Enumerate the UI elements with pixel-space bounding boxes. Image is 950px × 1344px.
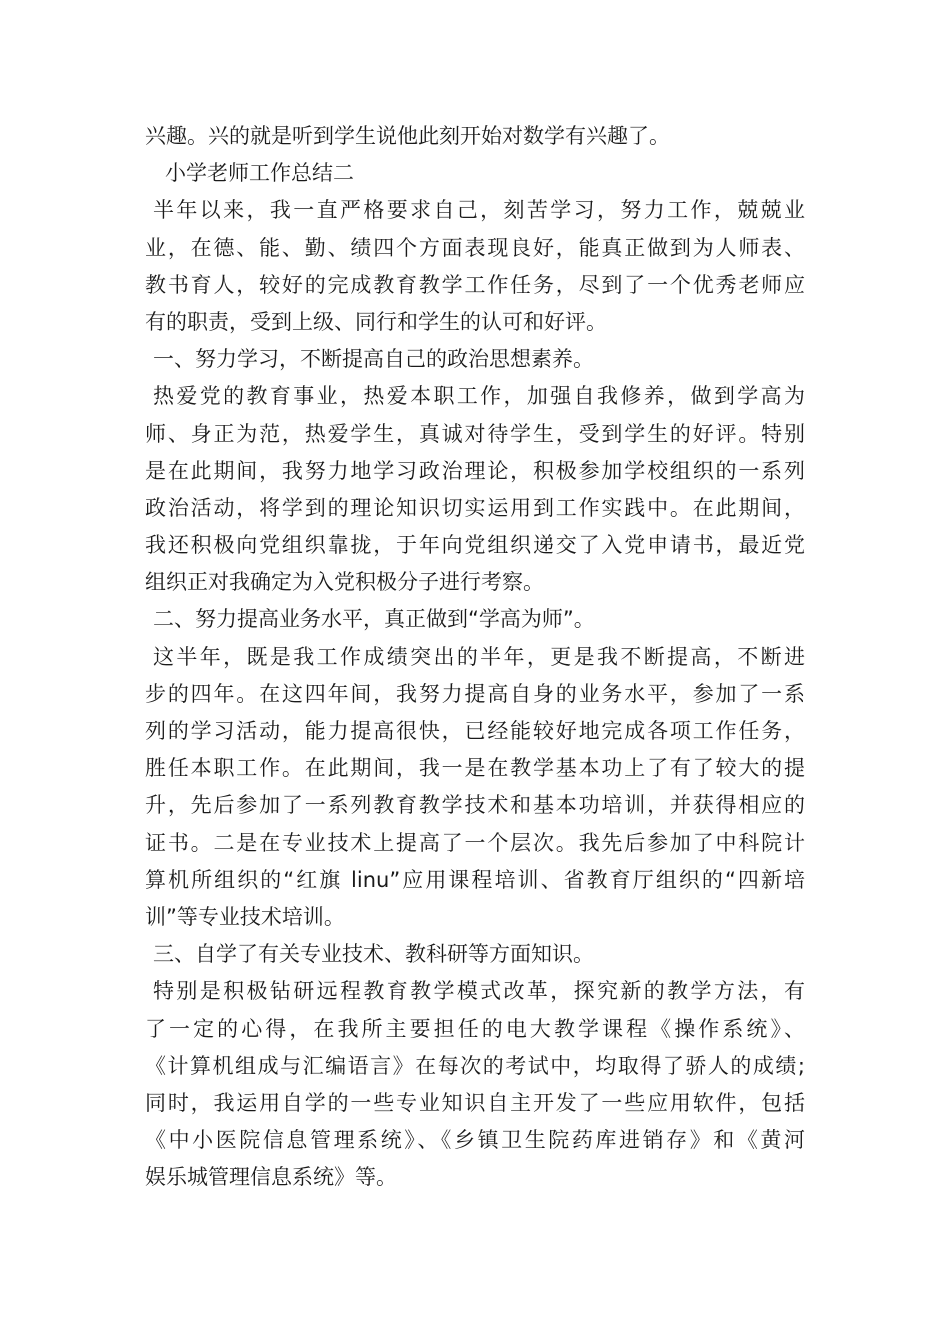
text-line: 业，在德、能、勤、绩四个方面表现良好，能真正做到为人师表、	[145, 235, 805, 260]
paragraph	[145, 936, 805, 973]
text-line: 同时，我运用自学的一些专业知识自主开发了一些应用软件，包括	[145, 1090, 805, 1115]
text-line: 热爱党的教育事业，热爱本职工作，加强自我修养，做到学高为	[153, 384, 805, 409]
text-line: 证书。二是在专业技术上提高了一个层次。我先后参加了中科院计	[145, 830, 805, 855]
text-line: 算机所组织的“红旗 linu”应用课程培训、省教育厅组织的“四新培	[145, 867, 805, 892]
text-line: 娱乐城管理信息系统》等。	[145, 1165, 397, 1190]
text-line: 一、努力学习，不断提高自己的政治思想素养。	[153, 347, 594, 372]
paragraph	[145, 639, 805, 937]
paragraph	[145, 378, 805, 601]
text-line: 师、身正为范，热爱学生，真诚对待学生，受到学生的好评。特别	[145, 421, 805, 446]
document-body	[145, 118, 805, 1196]
text-line: 二、努力提高业务水平，真正做到“学高为师”。	[153, 607, 595, 632]
text-line: 组织正对我确定为入党积极分子进行考察。	[145, 570, 544, 595]
text-line: 《计算机组成与汇编语言》在每次的考试中，均取得了骄人的成绩;	[145, 1053, 805, 1078]
text-line: 《中小医院信息管理系统》、《乡镇卫生院药库进销存》和《黄河	[145, 1128, 805, 1153]
text-line: 兴趣。兴的就是听到学生说他此刻开始对数学有兴趣了。	[145, 124, 670, 148]
text-line: 列的学习活动，能力提高很快，已经能较好地完成各项工作任务，	[145, 719, 805, 743]
text-line: 特别是积极钻研远程教育教学模式改革，探究新的教学方法，有	[153, 979, 805, 1004]
paragraph	[145, 192, 805, 341]
text-line: 政治活动，将学到的理论知识切实运用到工作实践中。在此期间，	[145, 495, 805, 520]
paragraph	[145, 973, 805, 1196]
text-line: 半年以来，我一直严格要求自己，刻苦学习，努力工作，兢兢业	[153, 198, 805, 223]
paragraph	[145, 601, 805, 638]
text-line: 升，先后参加了一系列教育教学技术和基本功培训，并获得相应的	[145, 793, 805, 818]
text-line: 了一定的心得，在我所主要担任的电大教学课程《操作系统》、	[145, 1016, 805, 1041]
text-line: 是在此期间，我努力地学习政治理论，积极参加学校组织的一系列	[145, 458, 805, 483]
text-line: 小学老师工作总结二	[165, 161, 354, 186]
paragraph	[145, 341, 805, 378]
text-line: 有的职责，受到上级、同行和学生的认可和好评。	[145, 309, 607, 334]
paragraph	[145, 155, 805, 192]
text-line: 三、自学了有关专业技术、教科研等方面知识。	[153, 942, 594, 967]
text-line: 我还积极向党组织靠拢，于年向党组织递交了入党申请书，最近党	[145, 533, 805, 558]
text-line: 训”等专业技术培训。	[145, 904, 345, 929]
text-line: 步的四年。在这四年间，我努力提高自身的业务水平，参加了一系	[145, 681, 805, 706]
paragraph	[145, 118, 805, 155]
text-line: 胜任本职工作。在此期间，我一是在教学基本功上了有了较大的提	[145, 756, 805, 781]
text-line: 这半年，既是我工作成绩突出的半年，更是我不断提高，不断进	[153, 644, 805, 669]
text-line: 教书育人，较好的完成教育教学工作任务，尽到了一个优秀老师应	[145, 272, 805, 297]
